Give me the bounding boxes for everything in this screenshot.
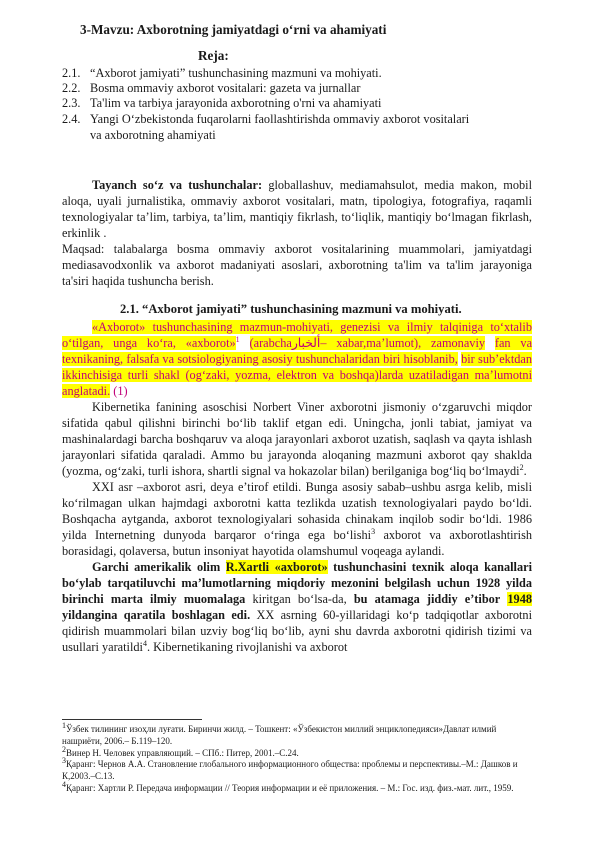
paragraph-viner: Kibernetika fanining asoschisi Norbert Viner axborotni jismoniy o‘zgaruvchi miqdor sifatida qabul qilishni birinchi bo‘lib taklif etgan edi. Uningcha, jonli tabiat, jamiyat va mashinalardagi barcha boshqaruv va aloqa jarayonlari axborot uzatish, saqlash va qayta ishlash jarayonlari sifatida qaraladi. Ammo bu jarayonda aloqaning mazmuni axborot qay shaklda (yozma, og‘zaki, turli ishora, shartli signal va hokazolar bilan) berilganiga bog‘liq bo‘lmaydi$^2$. <box>62 400 532 478</box>
plan-item: 2.4. Yangi O‘zbekistonda fuqarolarni faollashtirishda ommaviy axborot vositalari <box>62 112 470 126</box>
footnote-4: $^4$Қаранг: Хартли Р. Передача информации // Теория информации и её приложения. – М.: Гос. изд. физ.-мат. лит., 1959. <box>62 779 514 793</box>
paragraph-hartley: Garchi amerikalik olim R.Xartli «axborot» tushunchasini texnik aloqa kanallari bo‘ylab tarqatiluvchi ma’lumotlarning miqdoriy mezonini belgilash uchun 1928 yilda birinchi marta ilmiy muomalaga kiritgan bo‘lsa-da, bu atamaga jiddiy e’tibor 1948 yildangina qaratila boshlagan edi. XX asrning 60-yillaridagi ko‘p tadqiqotlar axborotni qidirish muammolari bilan uzviy bog‘liq bo‘lib, ayni shu davrda axborotni qidirish tizimi va usullari yaratildi$^4$. Kibernetikaning rivojlanishi va axborot <box>62 560 532 654</box>
plan-label: Reja: <box>198 48 229 63</box>
plan-item-continuation: va axborotning ahamiyati <box>90 128 216 142</box>
footnote-2: $^2$Винер Н. Человек управляющий. – СПб.: Питер, 2001.–С.24. <box>62 744 299 758</box>
topic-title-text: 3-Mavzu: Axborotning jamiyatdagi o‘rni va ahamiyati <box>80 22 387 37</box>
keywords-text: globallashuv, mediamahsulot, media makon, mobil aloqa, uyali jurnalistika, ommaviy axborot vositalari, matn, tipologiya, fotografiya, raqamli texnologiyalar ta’lim, tarbiya, ta’lim, mantiqiy fikrlash, to‘liqlik, mantiqiy bo‘lmagan fikrlash, erkinlik . <box>62 178 533 240</box>
plan-item: 2.3. Ta'lim va tarbiya jarayonida axborotning o'rni va ahamiyati <box>62 96 382 110</box>
footnote-separator <box>62 719 202 720</box>
paragraph-axborot-definition: «Axborot» tushunchasining mazmun-mohiyati, genezisi va ilmiy talqiniga to‘xtalib o‘tilgan, unga ko‘ra, «axborot»$^1$ (arabchaألخبار– xabar,ma’lumot), zamonaviy fan va texnikaning, falsafa va sotsiologiyaning asosiy tushunchalaridan biri hisoblanib, bir sub’ektdan ikkinchisiga turli shakl (og‘zaki, yozma, elektron va boshqa)larda uzatiladigan ma’lumotni anglatadi. (1) <box>62 320 533 398</box>
footnote-1: $^1$Ўзбек тилининг изоҳли луғати. Биринчи жилд. – Тошкент: «Ўзбекистон миллий энциклопедияси»Давлат илмий нашриёти, 2006.– Б.119–120. <box>62 721 497 746</box>
plan-item: 2.1. “Axborot jamiyati” tushunchasining mazmuni va mohiyati. <box>62 66 382 80</box>
footnotes <box>62 721 532 795</box>
footnote-3: $^3$Қаранг: Чернов А.А. Становление глобального информационного общества: проблемы и перспективы.–М.: Дашков и К,2003.–С.13. <box>62 756 518 782</box>
section-heading: 2.1. “Axborot jamiyati” tushunchasining mazmuni va mohiyati. <box>120 302 462 316</box>
keywords-block <box>62 177 532 289</box>
section-body <box>62 319 532 655</box>
keywords-label: Tayanch so‘z va tushunchalar: <box>92 178 263 192</box>
paragraph-xxi-century: XXI asr –axborot asri, deya e’tirof etildi. Bunga asosiy sabab–ushbu asrga kelib, misli ko‘rilmagan ulkan hajmdagi axborotni katta tezlikda uzatish texnologiyalari paydo bo‘ldi. Boshqacha aytganda, axborot texnologiyalari sohasida chinakam inqilob sodir bo‘ldi. 1986 yilda Internetning dunyoda barqaror o‘ringa ega bo‘lishi$^3$ axborot va axborotlashtirish borasidagi, qolaversa, butun insoniyat hayotida olamshumul voqeaga aylandi. <box>62 480 532 558</box>
plan-item: 2.2. Bosma ommaviy axborot vositalari: gazeta va jurnallar <box>62 81 361 95</box>
goal-text: Maqsad: talabalarga bosma ommaviy axborot vositalarining muammolari, jamiyatdagi mediasavodxonlik va axborot madaniyati asoslari, axborotning ta'lim va ta'lim jarayoniga ta'siri haqida tushuncha berish. <box>62 242 532 288</box>
